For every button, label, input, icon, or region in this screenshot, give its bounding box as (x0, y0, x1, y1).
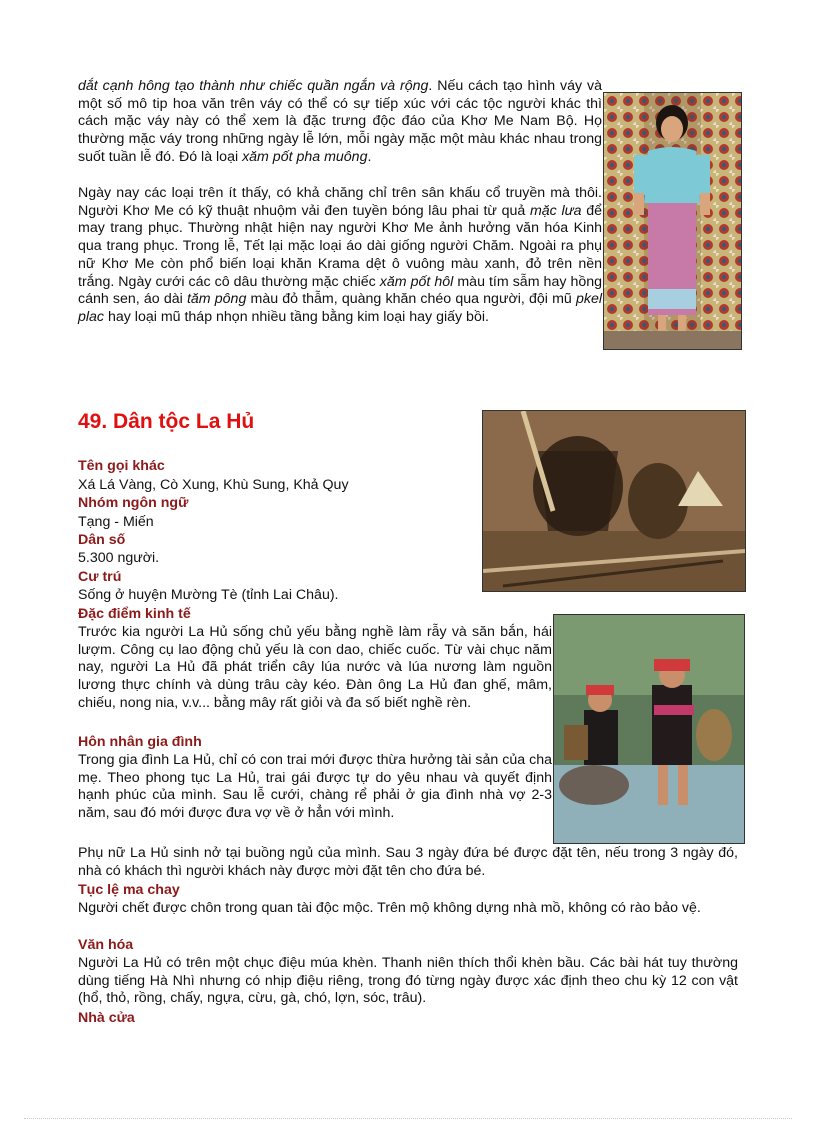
heading-ma-chay: Tục lệ ma chay (78, 882, 180, 898)
photo-khmer-woman (603, 92, 742, 350)
text-dan-so: 5.300 người. (78, 550, 160, 566)
run: mặc lưa (529, 202, 582, 219)
text-ma-chay: Người chết được chôn trong quan tài độc mộc. Trên mộ không dựng nhà mồ, không có rào bảo vệ. (78, 900, 701, 916)
heading-nhom-ngon-ngu: Nhóm ngôn ngữ (78, 495, 189, 511)
run: hay loại mũ tháp nhọn nhiều tầng bằng kim loại hay giấy bồi. (104, 308, 489, 325)
heading-van-hoa: Văn hóa (78, 937, 134, 953)
heading-ten-goi-khac: Tên gọi khác (78, 458, 165, 474)
text-cu-tru: Sống ở huyện Mường Tè (tỉnh Lai Châu). (78, 587, 339, 603)
run: Ngày nay các loại trên ít thấy, có khả chăng chỉ trên sân khấu cổ truyền mà thôi. Người Khơ Me có kỹ thuật nhuộm vải đen tuyền bóng lâu phai từ quả (78, 185, 602, 219)
photo-lahu-women (553, 614, 745, 844)
text-kinh-te: Trước kia người La Hủ sống chủ yếu bằng nghề làm rẫy và săn bắn, hái lượm. Công cụ lao động chủ yếu là con dao, chiếc cuốc. Từ vài chục năm nay, người La Hủ đã phát triển cây lúa nước và lúa nương làm nguồn lương thực chính và dùng trâu cày kéo. Đàn ông La Hủ đan ghế, mâm, chiếu, nong nia, v.v... bằng mây rất giỏi và đa số biết nghề rèn. (78, 624, 552, 711)
run: màu tím sẫm hay hồng cánh sen, áo dài (78, 273, 603, 308)
text-hon-nhan-2: Phụ nữ La Hủ sinh nở tại buồng ngủ của mình. Sau 3 ngày đứa bé được đặt tên, nếu trong 3 ngày đó, nhà có khách thì người khách này được mời đặt tên cho đứa bé. (78, 845, 738, 879)
photo-baskets-svg (483, 411, 745, 591)
heading-dan-so: Dân số (78, 532, 126, 548)
heading-cu-tru: Cư trú (78, 569, 122, 585)
section-title: 49. Dân tộc La Hủ (78, 410, 255, 433)
intro-paragraph-2 (78, 185, 602, 327)
intro-paragraph-1 (78, 78, 602, 167)
heading-hon-nhan: Hôn nhân gia đình (78, 734, 202, 750)
run: pkel plac (78, 291, 603, 325)
text-ten-goi-khac: Xá Lá Vàng, Cò Xung, Khù Sung, Khả Quy (78, 477, 349, 493)
heading-kinh-te: Đặc điểm kinh tế (78, 606, 191, 622)
run: . (367, 148, 372, 165)
run: xăm pốt pha muông (242, 148, 368, 165)
page-bottom-divider (24, 1118, 792, 1119)
run: để may trang phục. Thường nhật hiện nay người Khơ Me ảnh hưởng văn hóa Kinh qua trang phục. Trong lễ, Tết lại mặc loại áo dài giống người Chăm. Ngoài ra phụ nữ Khơ Me còn phổ biến loại khăn Krama dệt ô vuông màu xanh, đỏ trên nền trắng. Ngày cưới các cô dâu thường mặc chiếc (78, 202, 602, 290)
text-van-hoa: Người La Hủ có trên một chục điệu múa khèn. Thanh niên thích thổi khèn bầu. Các bài hát tuy thường dùng tiếng Hà Nhì nhưng có nhịp điệu riêng, trong đó từng ngày được xác định theo chu kỳ 12 con vật (hổ, thỏ, rồng, chấy, ngựa, cừu, gà, chó, lợn, sóc, trâu). (78, 955, 738, 1007)
photo-baskets-tools (482, 410, 746, 592)
heading-nha-cua: Nhà cửa (78, 1010, 135, 1026)
run: tăm pông (186, 291, 247, 308)
run: . Nếu cách tạo hình váy và một số mô tip hoa văn trên váy có thể có sự tiếp xúc với các tộc người khác thì cách mặc váy này có thể xem là đặc trưng độc đáo của Khơ Me Nam Bộ. Họ thường mặc váy trong những ngày lễ lớn, mỗi ngày mặc một màu khác nhau trong suốt tuần lễ đó. Đó là loại (78, 78, 602, 165)
photo-lahu-women-svg (554, 615, 744, 843)
text-hon-nhan-1: Trong gia đình La Hủ, chỉ có con trai mới được thừa hưởng tài sản của cha mẹ. Theo phong tục La Hủ, trai gái được tự do yêu nhau và quyết định hạnh phúc của mình. Sau lễ cưới, chàng rể phải ở gia đình nhà vợ 2-3 năm, sau đó mới được đưa vợ về ở hẳn với mình. (78, 752, 552, 822)
run: dắt cạnh hông tạo thành như chiếc quần ngắn và rộng (78, 78, 429, 94)
run: xăm pốt hôl (379, 273, 454, 290)
photo-khmer-woman-svg (604, 93, 741, 349)
text-nhom-ngon-ngu: Tạng - Miến (78, 514, 154, 530)
run: màu đỏ thẫm, quàng khăn chéo qua người, đội mũ (246, 291, 576, 308)
